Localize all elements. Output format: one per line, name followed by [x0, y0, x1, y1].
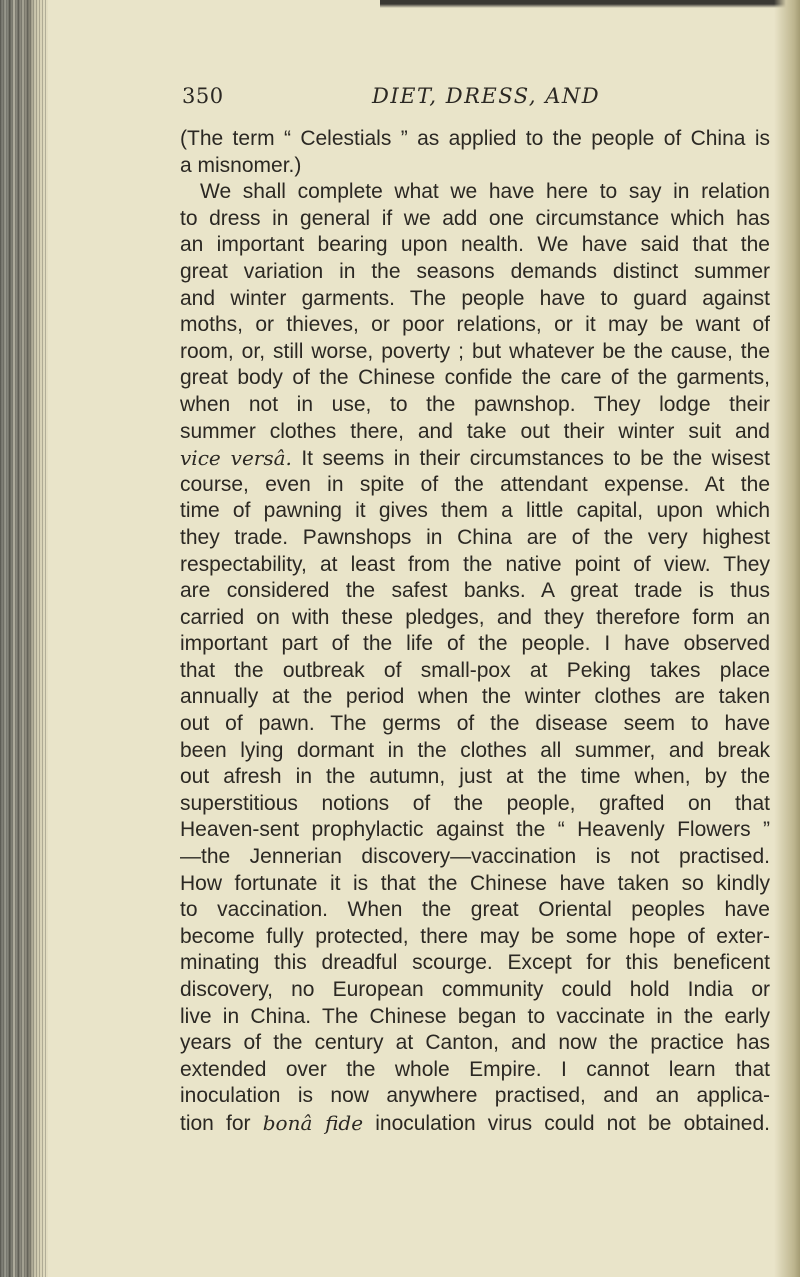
book-binding-gutter [0, 0, 48, 1277]
text-line: and winter garments. The people have to guard against [180, 286, 770, 310]
page-number: 350 [182, 84, 224, 108]
text-line: inoculation is now anywhere practised, and an applica- [180, 1084, 770, 1108]
page-top-edge [380, 0, 800, 8]
line-remainder: inoculation virus could not be obtained. [363, 1111, 770, 1135]
text-line: time of pawning it gives them a little capital, upon which [180, 499, 770, 523]
text-line: been lying dormant in the clothes all summer, and break [180, 738, 770, 762]
text-line: are considered the safest banks. A great trade is thus [180, 579, 770, 603]
text-line: important part of the life of the people. I have observed [180, 632, 770, 656]
italic-phrase: vice versâ. [180, 446, 292, 471]
text-line: minating this dreadful scourge. Except for this beneficent [180, 951, 770, 975]
text-line: —the Jennerian discovery—vaccination is not practised. [180, 845, 770, 869]
text-line: room, or, still worse, poverty ; but whatever be the cause, the [180, 339, 770, 363]
text-line: superstitious notions of the people, grafted on that [180, 791, 770, 815]
text-line: annually at the period when the winter clothes are taken [180, 685, 770, 709]
body-text [180, 126, 770, 1137]
text-line: course, even in spite of the attendant expense. At the [180, 472, 770, 496]
text-line: great body of the Chinese confide the care of the garments, [180, 366, 770, 390]
text-line: respectability, at least from the native point of view. They [180, 552, 770, 576]
text-line: out afresh in the autumn, just at the time when, by the [180, 765, 770, 789]
text-line: when not in use, to the pawnshop. They lodge their [180, 392, 770, 416]
running-head: DIET, DRESS, AND [372, 84, 601, 108]
text-line: to vaccination. When the great Oriental peoples have [180, 898, 770, 922]
page-right-edge [774, 0, 800, 1277]
text-line: discovery, no European community could hold India or [180, 978, 770, 1001]
text-line: to dress in general if we add one circumstance which has [180, 206, 770, 230]
text-line: Heaven-sent prophylactic against the “ Heavenly Flowers ” [180, 818, 770, 842]
text-line: an important bearing upon nealth. We have said that the [180, 233, 770, 257]
text-line: summer clothes there, and take out their winter suit and [180, 419, 770, 443]
text-line: they trade. Pawnshops in China are of the very highest [180, 525, 770, 549]
page-header [182, 84, 742, 118]
text-line: carried on with these pledges, and they therefore form an [180, 605, 770, 629]
text-line: a misnomer.) [180, 153, 302, 177]
text-line: moths, or thieves, or poor relations, or it may be want of [180, 313, 770, 337]
italic-phrase: bonâ fide [262, 1110, 364, 1135]
text-line: years of the century at Canton, and now the practice has [180, 1031, 770, 1055]
text-line: out of pawn. The germs of the disease seem to have [180, 712, 770, 736]
text-line: that the outbreak of small-pox at Peking takes place [180, 658, 770, 682]
text-line: live in China. The Chinese began to vaccinate in the early [180, 1004, 770, 1028]
line-remainder: It seems in their circumstances to be the wisest [291, 447, 770, 471]
text-line: great variation in the seasons demands distinct summer [180, 259, 770, 283]
line-start: tion for [180, 1111, 263, 1135]
text-line [180, 445, 770, 472]
text-line: How fortunate it is that the Chinese have taken so kindly [180, 871, 770, 895]
text-line: We shall complete what we have here to say in relation [200, 180, 770, 204]
text-line [180, 1110, 770, 1137]
text-line: (The term “ Celestials ” as applied to the people of China is [180, 127, 770, 150]
text-line: become fully protected, there may be some hope of exter- [180, 924, 770, 948]
text-line: extended over the whole Empire. I cannot learn that [180, 1057, 770, 1081]
